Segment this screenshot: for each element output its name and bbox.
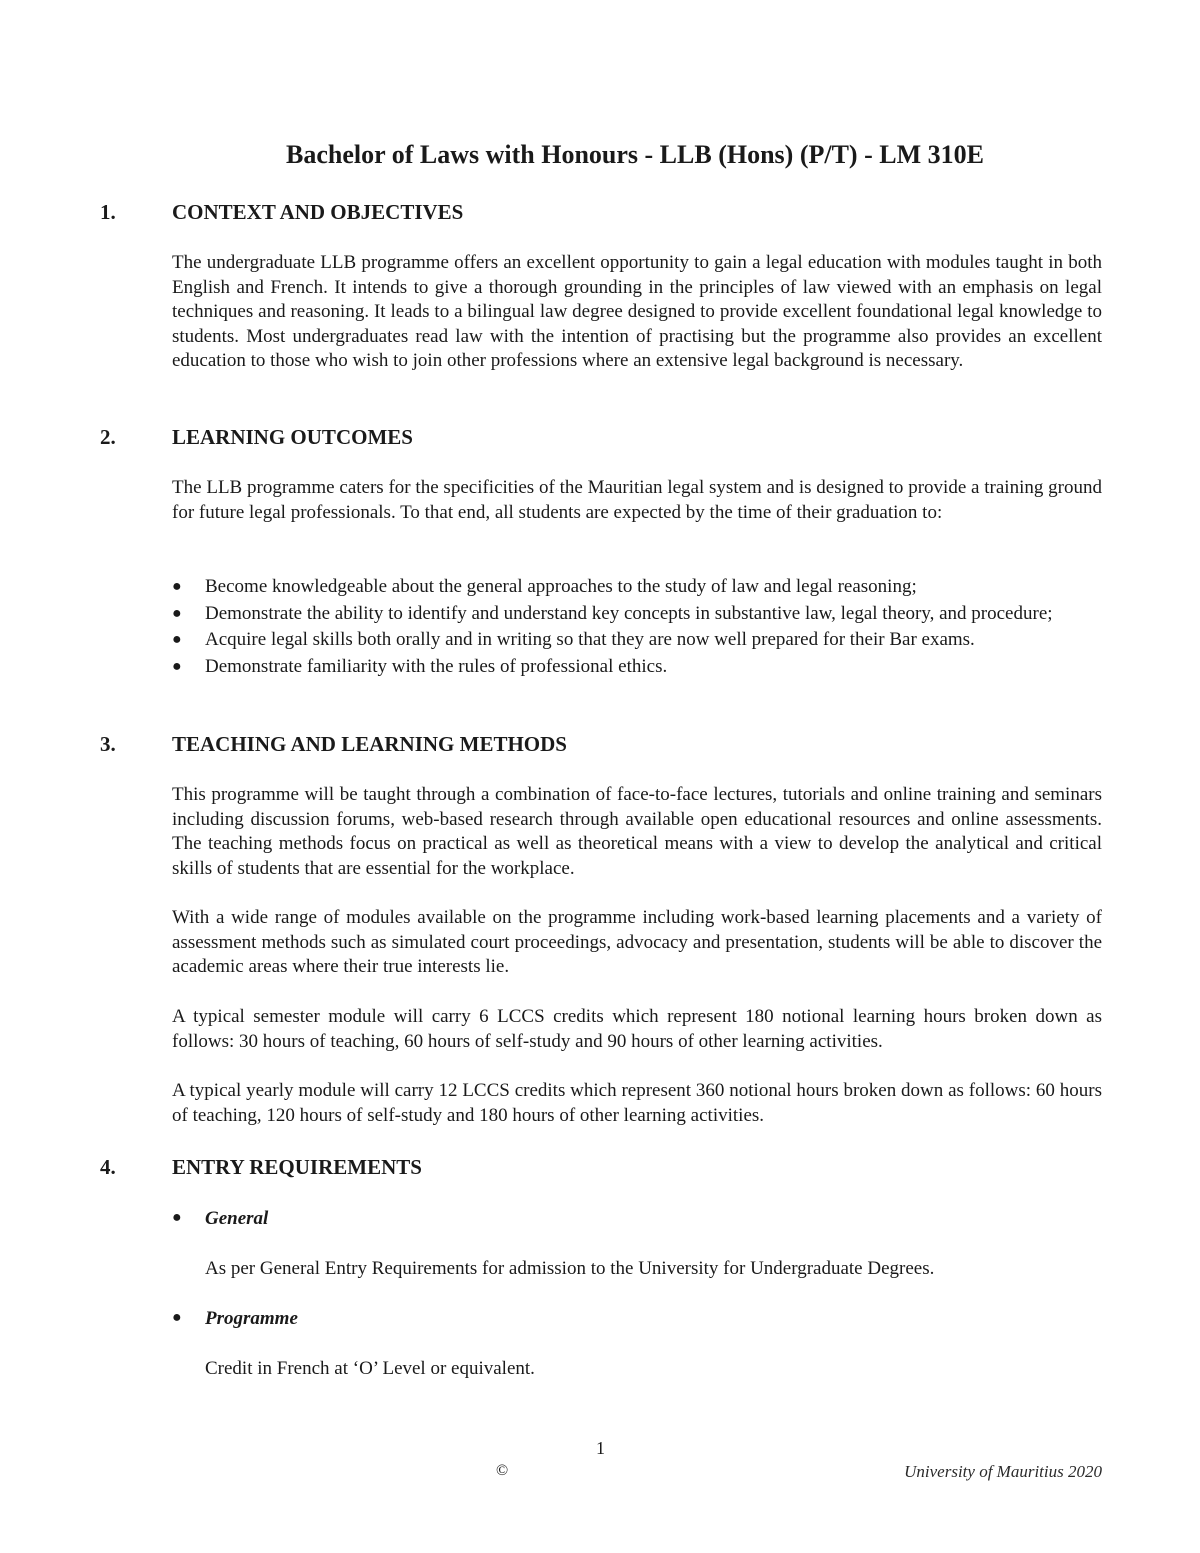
section-title: TEACHING AND LEARNING METHODS (172, 732, 567, 756)
document-title: Bachelor of Laws with Honours - LLB (Hons) (P/T) - LM 310E (286, 140, 984, 169)
section-number: 1. (100, 200, 116, 224)
bullet-icon: ● (172, 604, 182, 622)
section-title: CONTEXT AND OBJECTIVES (172, 200, 464, 224)
entry-general-text: As per General Entry Requirements for admission to the University for Undergraduate Degrees. (205, 1258, 935, 1279)
entry-programme-text: Credit in French at ‘O’ Level or equivalent. (205, 1358, 535, 1379)
teaching-paragraph-1: This programme will be taught through a combination of face-to-face lectures, tutorials and online training and seminars including discussion forums, web-based research through available open educational resources and online assessments. The teaching methods focus on practical as well as theoretical means with a view to develop the analytical and critical skills of students that are essential for the workplace. (172, 784, 1102, 879)
outcomes-list (172, 575, 1102, 681)
bullet-icon: ● (172, 631, 182, 649)
bullet-icon: ● (172, 578, 182, 595)
section-title: LEARNING OUTCOMES (172, 425, 413, 449)
section-number: 3. (100, 732, 116, 756)
list-item: ● Demonstrate the ability to identify and understand key concepts in substantive law, legal theory, and procedure; (172, 602, 1102, 627)
subsection-label: General (205, 1208, 269, 1229)
page-number: 1 (596, 1438, 605, 1458)
context-paragraph: The undergraduate LLB programme offers an excellent opportunity to gain a legal education with modules taught in both English and French. It intends to give a thorough grounding in the principles of law viewed with an emphasis on legal techniques and reasoning. It leads to a bilingual law degree designed to provide excellent foundational legal knowledge to students. Most undergraduates read law with the intention of practising but the programme also provides an excellent education to those who wish to join other professions where an extensive legal background is necessary. (172, 252, 1102, 372)
bullet-icon: ● (172, 657, 182, 675)
list-item: ● Become knowledgeable about the general approaches to the study of law and legal reasoning; (172, 575, 1102, 600)
list-item: ● Demonstrate familiarity with the rules of professional ethics. (172, 655, 1102, 680)
subsection-label: Programme (205, 1308, 298, 1329)
bullet-icon: ● (172, 1309, 182, 1326)
outcomes-paragraph: The LLB programme caters for the specificities of the Mauritian legal system and is designed to provide a training ground for future legal professionals. To that end, all students are expected by the time of their graduation to: (172, 477, 1102, 523)
list-item: ● Acquire legal skills both orally and in writing so that they are now well prepared for their Bar exams. (172, 628, 1102, 653)
section-number: 4. (100, 1155, 116, 1179)
teaching-paragraph-4: A typical yearly module will carry 12 LCCS credits which represent 360 notional hours broken down as follows: 60 hours of teaching, 120 hours of self-study and 180 hours of other learning activities. (172, 1080, 1102, 1126)
section-title: ENTRY REQUIREMENTS (172, 1155, 422, 1179)
copyright-icon: © (496, 1462, 509, 1479)
footer-institution: University of Mauritius 2020 (904, 1462, 1102, 1481)
teaching-paragraph-3: A typical semester module will carry 6 LCCS credits which represent 180 notional learning hours broken down as follows: 30 hours of teaching, 60 hours of self-study and 90 hours of other learning activities. (172, 1006, 1102, 1052)
section-number: 2. (100, 425, 116, 449)
teaching-paragraph-2: With a wide range of modules available on the programme including work-based learning placements and a variety of assessment methods such as simulated court proceedings, advocacy and presentation, students will be able to discover the academic areas where their true interests lie. (172, 907, 1102, 978)
bullet-icon: ● (172, 1209, 182, 1226)
